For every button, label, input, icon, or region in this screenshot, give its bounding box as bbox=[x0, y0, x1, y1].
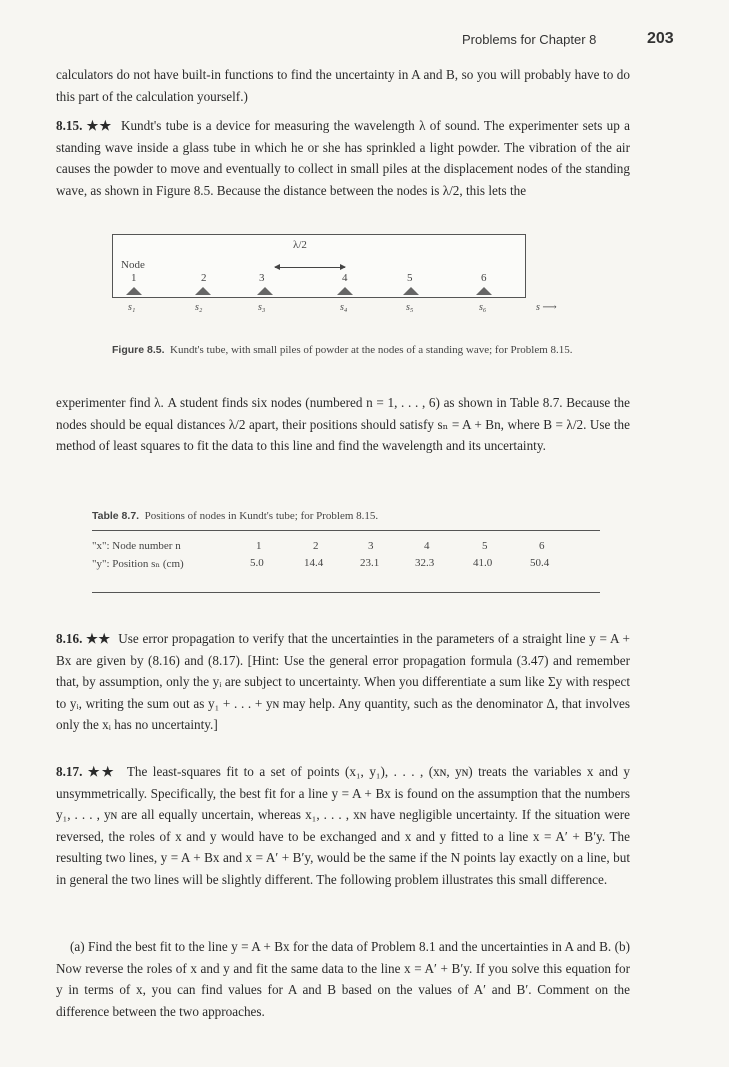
problem-8-16 bbox=[56, 628, 630, 736]
node-number: 3 bbox=[259, 272, 265, 284]
table-cell: 2 bbox=[313, 540, 319, 552]
table-caption bbox=[92, 510, 378, 522]
table-cell: 6 bbox=[539, 540, 545, 552]
problem-8-17 bbox=[56, 761, 630, 890]
table-cell: 1 bbox=[256, 540, 262, 552]
table-cell: 41.0 bbox=[473, 557, 493, 569]
node-number: 2 bbox=[201, 272, 207, 284]
problem-8-16-number: 8.16. ★★ bbox=[56, 631, 111, 646]
table-caption-label: Table 8.7. bbox=[92, 510, 140, 522]
node-number: 5 bbox=[407, 272, 413, 284]
figure-caption-label: Figure 8.5. bbox=[112, 344, 165, 356]
table-cell: 32.3 bbox=[415, 557, 435, 569]
figure-caption bbox=[112, 343, 632, 358]
intro-paragraph: calculators do not have built-in functions to find the uncertainty in A and B, so you will probably have to do this part of the calculation yourself.) bbox=[56, 67, 630, 104]
powder-pile bbox=[476, 287, 492, 295]
node-label: Node bbox=[121, 259, 145, 271]
table-cell: 50.4 bbox=[530, 557, 550, 569]
node-number: 4 bbox=[342, 272, 348, 284]
table-cell: 5.0 bbox=[250, 557, 264, 569]
table-caption-text: Positions of nodes in Kundt's tube; for Problem 8.15. bbox=[144, 510, 379, 522]
table-row-label: "y": Position sₙ (cm) bbox=[92, 558, 184, 570]
table-top-rule bbox=[92, 530, 600, 531]
table-cell: 4 bbox=[424, 540, 430, 552]
figure-caption-text: Kundt's tube, with small piles of powder at the nodes of a standing wave; for Problem 8.15. bbox=[170, 344, 573, 356]
problem-8-17-parts: (a) Find the best fit to the line y = A + Bx for the data of Problem 8.1 and the uncertainties in A and B. (b) Now reverse the roles of x and y and fit the same data to the line x = A′ + B′y. If you solve this equation for y in terms of x, you can find values for A and B based on the values of A′ and B′. Comment on the difference between the two approaches. bbox=[56, 939, 630, 1019]
problem-8-15-text: Kundt's tube is a device for measuring the wavelength λ of sound. The experimenter sets up a standing wave inside a glass tube in which he or she has sprinkled a light powder. The vibration of the air causes the powder to move and eventually to collect in small piles at the displacement nodes of the standing wave, as shown in Figure 8.5. Because the distance between the nodes is λ/2, this lets the bbox=[56, 118, 631, 198]
page-number: 203 bbox=[647, 30, 674, 47]
position-label: s₆ bbox=[479, 302, 487, 313]
table-row bbox=[92, 540, 600, 558]
node-number: 1 bbox=[131, 272, 137, 284]
problem-8-15 bbox=[56, 115, 630, 201]
problem-8-17-number: 8.17. ★★ bbox=[56, 764, 116, 779]
running-header-title: Problems for Chapter 8 bbox=[462, 32, 597, 47]
table-bottom-rule bbox=[92, 592, 600, 593]
table-cell: 14.4 bbox=[304, 557, 324, 569]
powder-pile bbox=[257, 287, 273, 295]
problem-8-15-number: 8.15. ★★ bbox=[56, 118, 113, 133]
half-wavelength-arrow bbox=[275, 267, 345, 268]
problem-8-17-text: The least-squares fit to a set of points (x₁, y₁), . . . , (xɴ, yɴ) treats the variables x and y unsymmetrically. Specifically, the best fit for a line y = A + Bx is found on the assumption that the numbers y₁, . . . , yɴ are all equally uncertain, whereas x₁, . . . , xɴ have negligible uncertainty. If the situation were reversed, the roles of x and y would have to be exchanged and x and y fitted to a line x = A′ + B′y. The resulting two lines, y = A + Bx and x = A′ + B′y, would be the same if the N points lay exactly on a line, but in general the two lines will be slightly different. The following problem illustrates this small difference. bbox=[56, 764, 630, 887]
problem-8-16-text: Use error propagation to verify that the uncertainties in the parameters of a straight line y = A + Bx are given by (8.16) and (8.17). [Hint: Use the general error propagation formula (3.47) and remember that, by assumption, only the yᵢ are subject to uncertainty. When you differentiate a sum like Σy with respect to yᵢ, writing the sum out as y₁ + . . . + yɴ may help. Any quantity, such as the denominator Δ, that involves only the xᵢ has no uncertainty.] bbox=[56, 631, 630, 732]
table-cell: 5 bbox=[482, 540, 488, 552]
table-cell: 3 bbox=[368, 540, 374, 552]
table-row-label: "x": Node number n bbox=[92, 540, 181, 552]
node-number: 6 bbox=[481, 272, 487, 284]
powder-pile bbox=[403, 287, 419, 295]
table-row bbox=[92, 557, 600, 575]
powder-pile bbox=[195, 287, 211, 295]
axis-label: s ⟶ bbox=[536, 302, 557, 313]
position-label: s₃ bbox=[258, 302, 266, 313]
powder-pile bbox=[126, 287, 142, 295]
position-label: s₅ bbox=[406, 302, 414, 313]
half-wavelength-label: λ/2 bbox=[293, 239, 307, 251]
powder-pile bbox=[337, 287, 353, 295]
position-label: s₁ bbox=[128, 302, 136, 313]
position-label: s₄ bbox=[340, 302, 348, 313]
table-cell: 23.1 bbox=[360, 557, 380, 569]
position-label: s₂ bbox=[195, 302, 203, 313]
kundt-tube-figure bbox=[112, 234, 526, 298]
continuation-paragraph: experimenter find λ. A student finds six nodes (numbered n = 1, . . . , 6) as shown in Table 8.7. Because the nodes should be equal distances λ/2 apart, their positions should satisfy sₙ = A + Bn, where B = λ/2. Use the method of least squares to fit the data to this line and find the wavelength and its uncertainty. bbox=[56, 395, 630, 453]
